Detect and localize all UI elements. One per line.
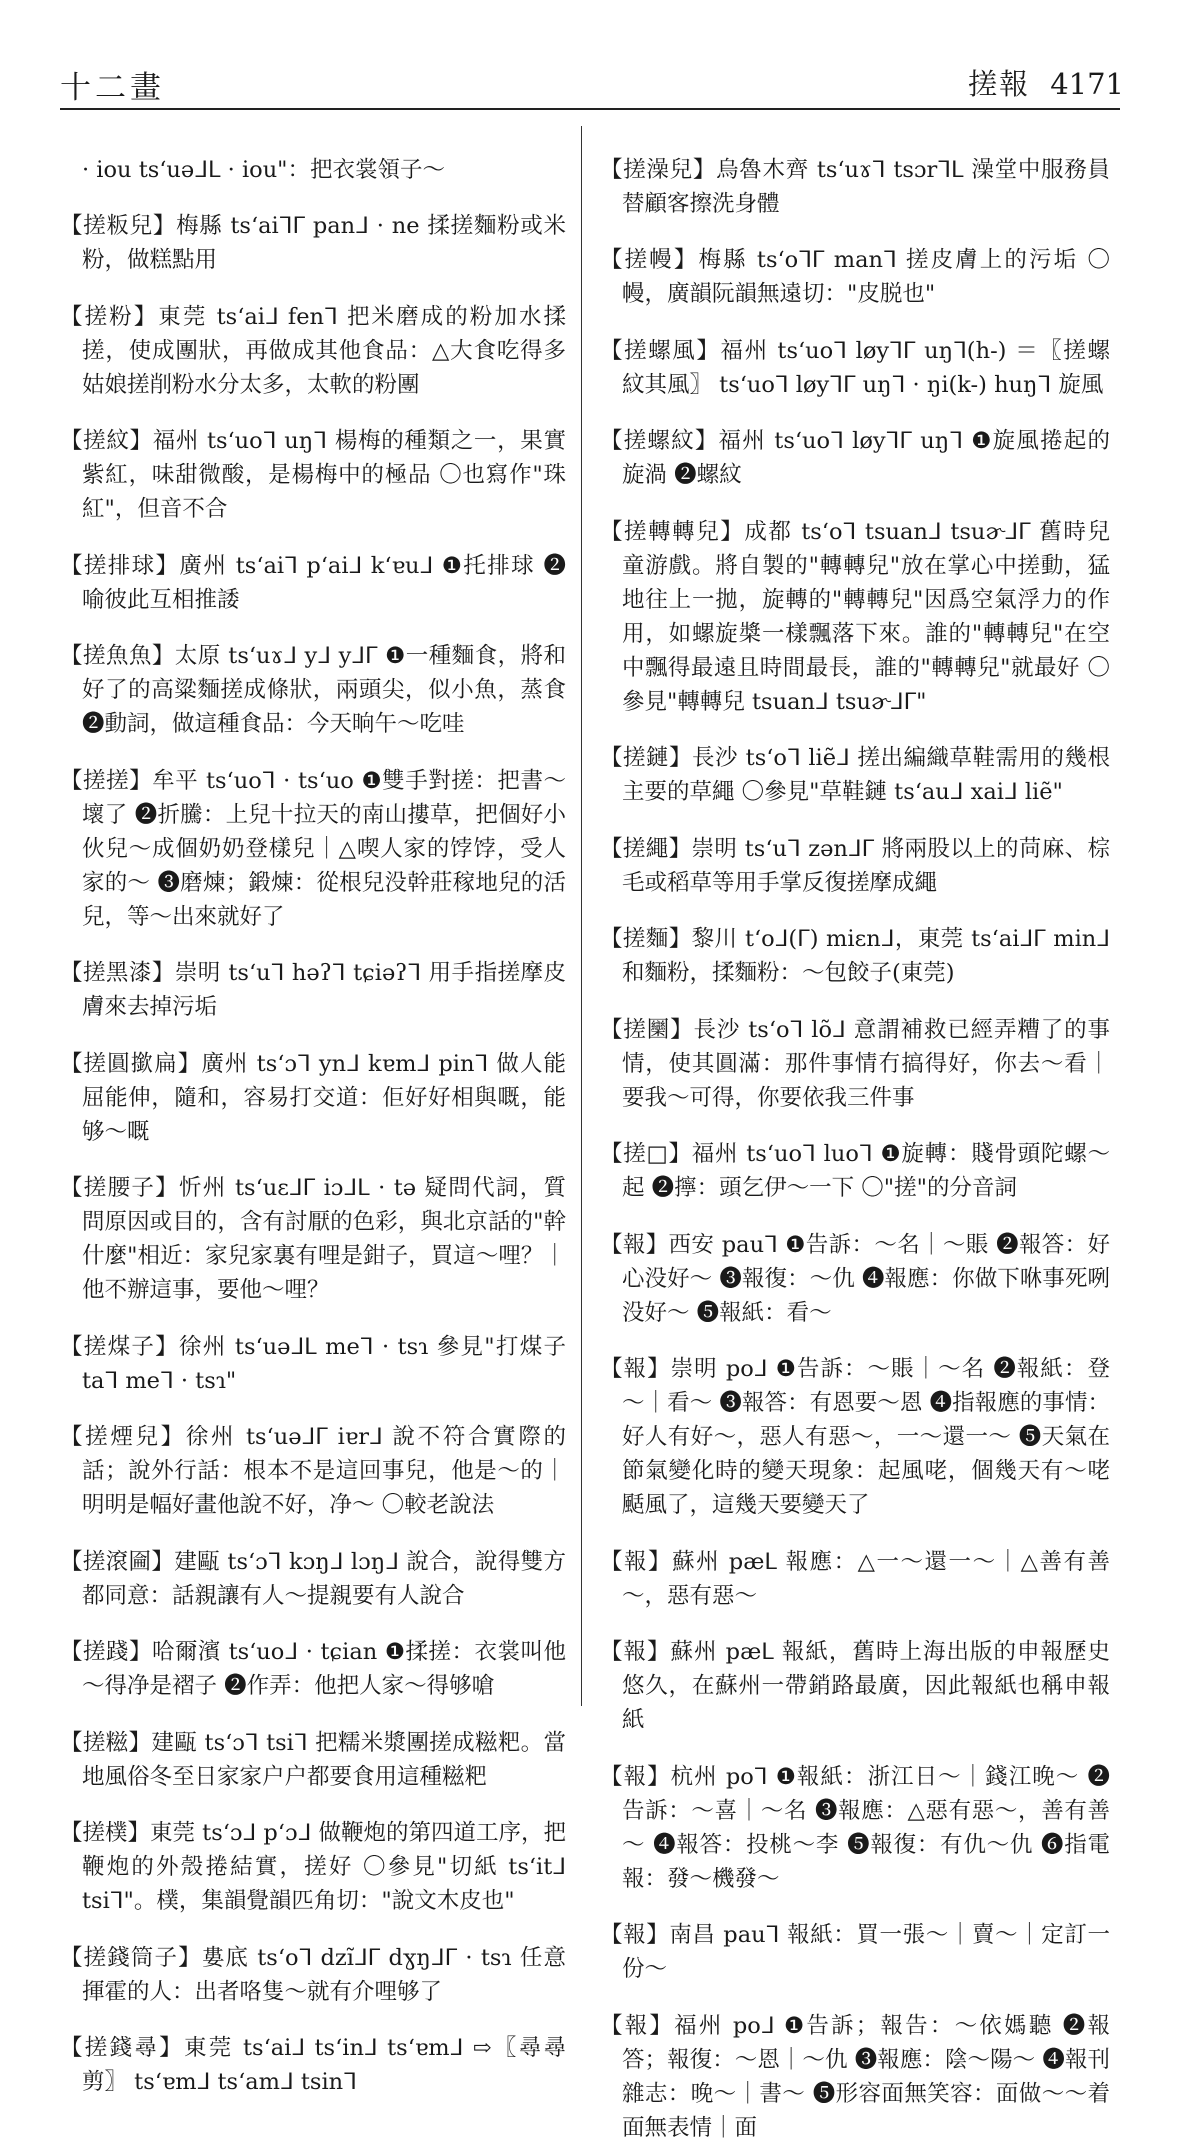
dictionary-entry: 【搓排球】廣州 tsʻaiᒣ pʻaiᒧ kʻɐuᒧ ❶托排球 ❷喻彼此互相推諉 xyxy=(60,552,566,613)
dictionary-entry: 【報】西安 pauᒣ ❶告訴：～名｜～賬 ❷報答：好心没好～ ❸報復：～仇 ❹報應：你做下咻事死咧没好～ ❺報紙：看～ xyxy=(600,1231,1110,1326)
dictionary-entry: 【搓滾圇】建甌 tsʻɔᒣ kɔŋᒧ lɔŋᒧ 說合，說得雙方都同意：話親讓有人～提親要有人說合 xyxy=(60,1548,566,1609)
column-divider xyxy=(581,126,582,1706)
dictionary-entry: 【報】蘇州 pæᒪ 報應：△一～還一～｜△善有善～，惡有惡～ xyxy=(600,1548,1110,1609)
dictionary-entry: 【搓糍】建甌 tsʻɔᒣ tsiᒣ 把糯米漿團搓成糍粑。當地風俗冬至日家家户户都要食用這種糍粑 xyxy=(60,1729,566,1790)
dictionary-entry: 【搓螺紋】福州 tsʻuoᒣ løyᒣᒥ uŋᒣ ❶旋風捲起的旋渦 ❷螺紋 xyxy=(600,428,1110,488)
dictionary-entry: 【搓錢尋】東莞 tsʻaiᒧ tsʻinᒧ tsʻɐmᒧ ⇨〖尋尋剪〗 tsʻɐmᒧ tsʻamᒧ tsinᒣ xyxy=(60,2035,566,2095)
running-header xyxy=(968,62,1124,103)
dictionary-entry: 【搓幔】梅縣 tsʻoᒣᒥ manᒣ 搓皮膚上的污垢 〇幔，廣韻阮韻無遠切："皮脱也" xyxy=(600,247,1110,307)
dictionary-entry: 【搓圓撳扁】廣州 tsʻɔᒣ ynᒧ kɐmᒧ pinᒣ 做人能屈能伸，隨和，容易打交道：佢好好相與嘅，能够～嘅 xyxy=(60,1050,566,1145)
section-heading: 十二畫 xyxy=(60,70,165,106)
dictionary-entry: 【搓錢筒子】婁底 tsʻoᒣ dzĩᒧᒥ dɣŋᒧᒥ · tsɿ 任意揮霍的人：出者咯隻～就有介哩够了 xyxy=(60,1944,566,2005)
dictionary-entry: 【搓粉】東莞 tsʻaiᒧ fenᒣ 把米磨成的粉加水揉搓，使成團狀，再做成其他食品：△大食吃得多姑娘搓削粉水分太多，太軟的粉團 xyxy=(60,303,566,398)
dictionary-entry: 【搓□】福州 tsʻuoᒣ luoᒣ ❶旋轉：賤骨頭陀螺～起 ❷擰：頭乞伊～一下 〇"搓"的分音詞 xyxy=(600,1141,1110,1201)
page-number: 4171 xyxy=(1050,67,1124,101)
dictionary-entry: 【搓黑漆】崇明 tsʻuᒣ həʔᒣ tɕiəʔᒣ 用手指搓摩皮膚來去掉污垢 xyxy=(60,960,566,1020)
dictionary-entry: 【搓麵】黎川 tʻoᒧ(ᒥ) miɛnᒧ，東莞 tsʻaiᒧᒥ minᒧ 和麵粉，揉麵粉：～包餃子(東莞) xyxy=(600,926,1110,986)
dictionary-entry: 【搓轉轉兒】成都 tsʻoᒣ tsuanᒧ tsuɚᒧᒥ 舊時兒童游戲。將自製的"轉轉兒"放在掌心中搓動，猛地往上一拋，旋轉的"轉轉兒"因爲空氣浮力的作用，如螺旋槳一樣飄落下來。誰的"轉轉兒"在空中飄得最遠且時間最長，誰的"轉轉兒"就最好 〇參見"轉轉兒 tsuanᒧ tsuɚᒧᒥ" xyxy=(600,518,1110,715)
dictionary-entry: 【報】崇明 poᒧ ❶告訴：～賬｜～名 ❷報紙：登～｜看～ ❸報答：有恩要～恩 ❹指報應的事情：好人有好～，惡人有惡～，一～還一～ ❺天氣在節氣變化時的變天現象：起風咾，個幾天有～咾颳風了，這幾天要變天了 xyxy=(600,1356,1110,1518)
dictionary-entry: 【報】南昌 pauᒣ 報紙：買一張～｜賣～｜定訂一份～ xyxy=(600,1922,1110,1982)
dictionary-entry: 【搓魚魚】太原 tsʻuɤᒧ yᒧ yᒧᒥ ❶一種麵食，將和好了的高粱麵搓成條狀，兩頭尖，似小魚，蒸食 ❷動詞，做這種食品：今天晌午～吃哇 xyxy=(60,643,566,737)
dictionary-entry: 【報】福州 poᒧ ❶告訴；報告：～依媽聽 ❷報答；報復：～恩｜～仇 ❸報應：陰～陽～ ❹報刊雜志：晚～｜書～ ❺形容面無笑容：面做～～着面無表情｜面 xyxy=(600,2012,1110,2141)
dictionary-entry: 【搓煤子】徐州 tsʻuəᒧᒪ meᒣ · tsɿ 參見"打煤子 taᒣ meᒣ · tsɿ" xyxy=(60,1333,566,1394)
headword-range: 搓報 xyxy=(968,67,1031,101)
header-rule xyxy=(60,108,1120,110)
dictionary-entry: 【搓紋】福州 tsʻuoᒣ uŋᒣ 楊梅的種類之一，果實紫紅，味甜微酸，是楊梅中的極品 〇也寫作"珠紅"，但音不合 xyxy=(60,428,566,522)
dictionary-entry: 【搓煙兒】徐州 tsʻuəᒧᒥ iɐrᒧ 說不符合實際的話；說外行話：根本不是這回事兒，他是～的｜明明是幅好畫他說不好，净～ 〇較老說法 xyxy=(60,1424,566,1518)
dictionary-entry: 【搓腰子】忻州 tsʻuɛᒧᒥ iɔᒧᒪ · tə 疑問代詞，質問原因或目的，含有討厭的色彩，與北京話的"幹什麼"相近：家兒家裏有哩是鉗子，買這～哩？｜他不辦這事，要他～哩？ xyxy=(60,1175,566,1303)
dictionary-entry: 【搓圞】長沙 tsʻoᒣ lõᒧ 意謂補救已經弄糟了的事情，使其圓滿：那件事情冇搞得好，你去～看｜要我～可得，你要依我三件事 xyxy=(600,1016,1110,1111)
dictionary-entry: 【搓樸】東莞 tsʻɔᒧ pʻɔᒧ 做鞭炮的第四道工序，把鞭炮的外殼捲結實，搓好 〇參見"切紙 tsʻitᒧ tsiᒣ"。樸，集韻覺韻匹角切："說文木皮也" xyxy=(60,1820,566,1914)
left-column xyxy=(60,130,566,2095)
dictionary-entry: 【搓粄兒】梅縣 tsʻaiᒣᒥ panᒧ · ne 揉搓麵粉或米粉，做糕點用 xyxy=(60,213,566,273)
dictionary-entry: 【搓澡兒】烏魯木齊 tsʻuɤᒣ tsɔrᒣᒪ 澡堂中服務員替顧客擦洗身體 xyxy=(600,156,1110,217)
dictionary-entry: 【搓鏈】長沙 tsʻoᒣ liẽᒧ 搓出編織草鞋需用的幾根主要的草繩 〇參見"草鞋鏈 tsʻauᒧ xaiᒧ liẽ" xyxy=(600,745,1110,805)
dictionary-entry: · iou tsʻuəᒧᒪ · iou"：把衣裳領子～ xyxy=(82,156,446,183)
dictionary-entry: 【報】蘇州 pæᒪ 報紙，舊時上海出版的申報歷史悠久，在蘇州一帶銷路最廣，因此報紙也稱申報紙 xyxy=(600,1639,1110,1733)
right-column xyxy=(600,130,1110,2141)
dictionary-entry: 【搓搓】牟平 tsʻuoᒣ · tsʻuo ❶雙手對搓：把書～壞了 ❷折騰：上兒十拉天的南山摟草，把個好小伙兒～成個奶奶登樣兒｜△喫人家的饽饽，受人家的～ ❸磨煉；鍛煉：從根兒没幹莊稼地兒的活兒，等～出來就好了 xyxy=(60,767,566,930)
dictionary-entry: 【搓繩】崇明 tsʻuᒣ zənᒧᒥ 將兩股以上的苘麻、棕毛或稻草等用手掌反復搓摩成繩 xyxy=(600,835,1110,896)
dictionary-entry: 【報】杭州 poᒣ ❶報紙：浙江日～｜錢江晚～ ❷告訴：～喜｜～名 ❸報應：△惡有惡～，善有善～ ❹報答：投桃～李 ❺報復：有仇～仇 ❻指電報：發～機發～ xyxy=(600,1763,1110,1892)
dictionary-entry: 【搓踐】哈爾濱 tsʻuoᒧ · tɕian ❶揉搓：衣裳叫他～得净是褶子 ❷作弄：他把人家～得够嗆 xyxy=(60,1639,566,1699)
dictionary-entry: 【搓螺風】福州 tsʻuoᒣ løyᒣᒥ uŋᒣ(h-) ＝〖搓螺紋其風〗 tsʻuoᒣ løyᒣᒥ uŋᒣ · ŋi(k-) huŋᒣ 旋風 xyxy=(600,337,1110,398)
